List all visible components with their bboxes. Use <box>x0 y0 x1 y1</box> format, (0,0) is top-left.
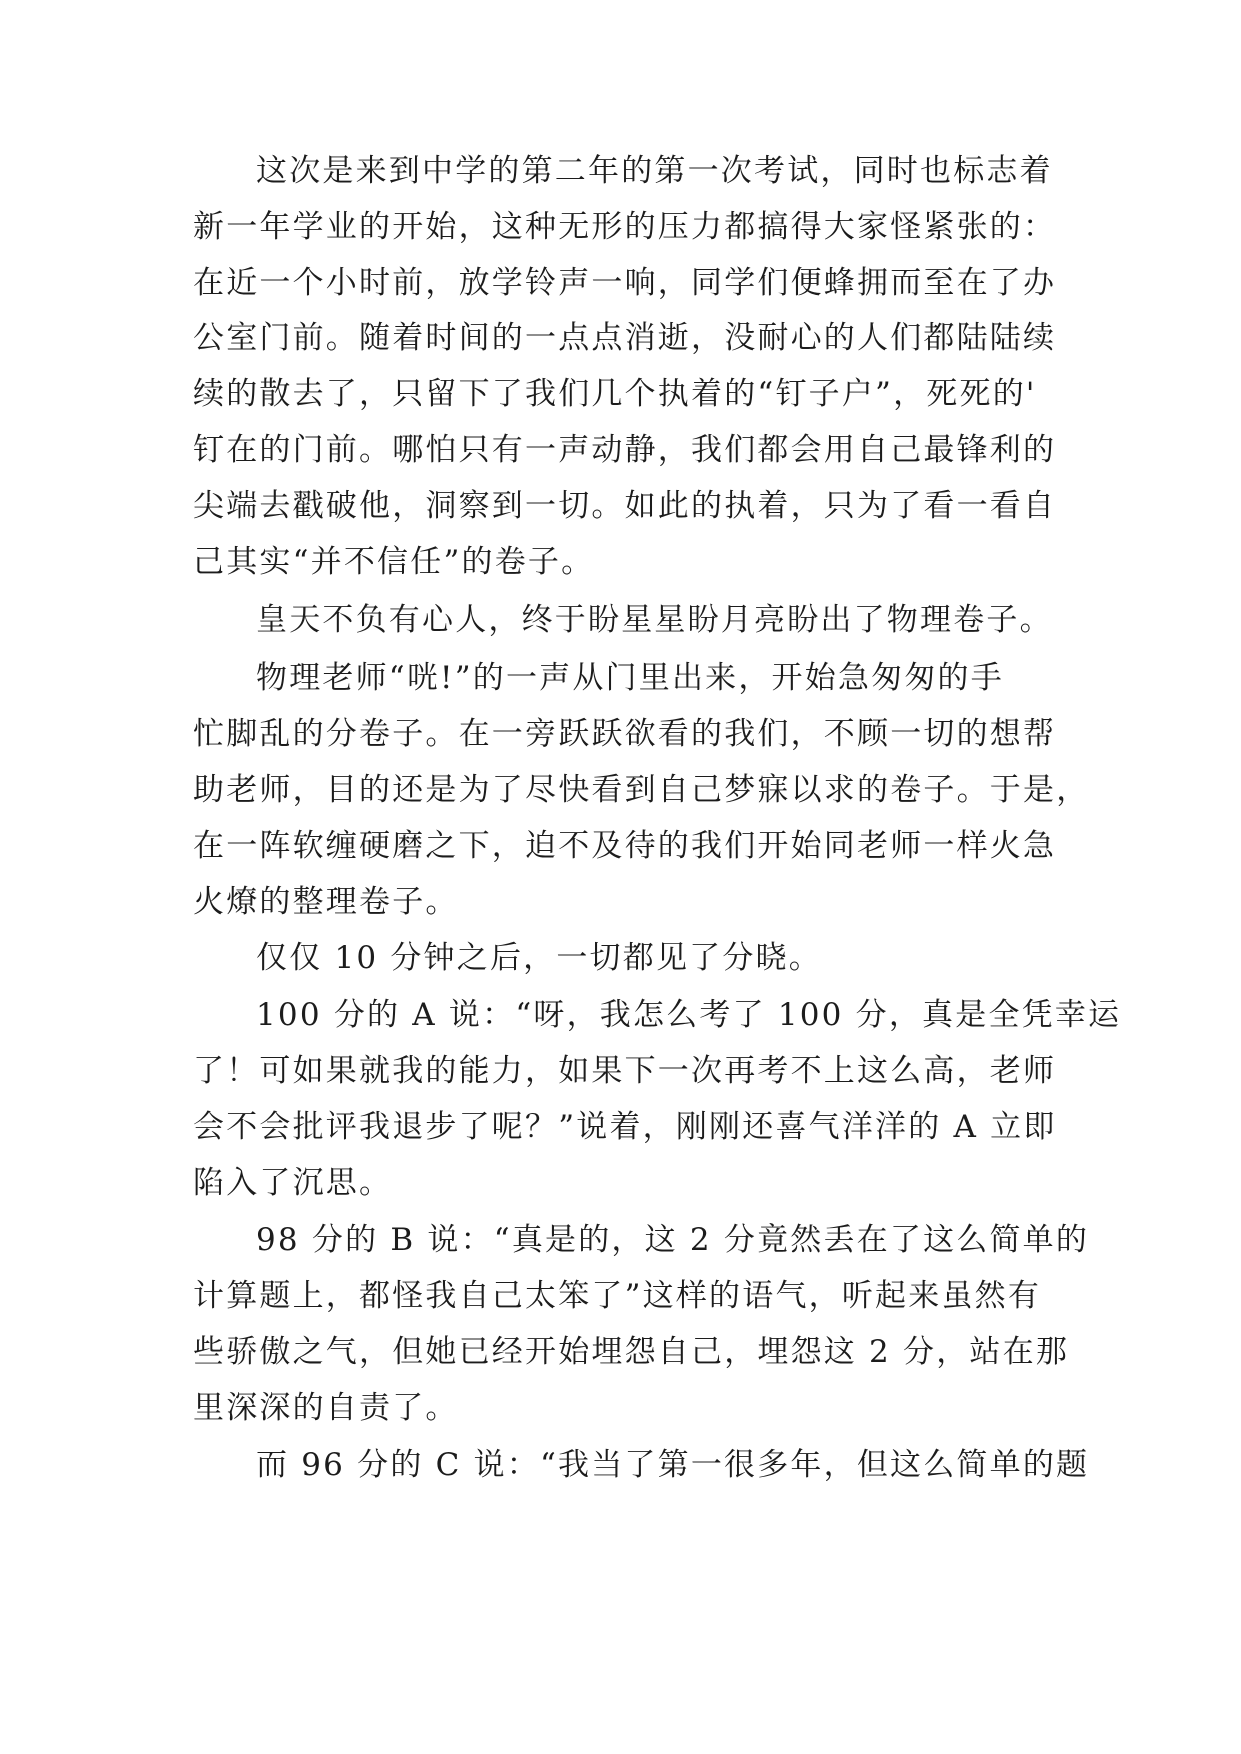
text-line: 物理老师“咣!”的一声从门里出来，开始急匆匆的手 <box>256 660 1004 696</box>
text-line: 了！可如果就我的能力，如果下一次再考不上这么高，老师 <box>193 1053 1057 1089</box>
text-line: 这次是来到中学的第二年的第一次考试，同时也标志着 <box>256 153 1053 189</box>
text-line: 续的散去了，只留下了我们几个执着的“钉子户”，死死的' <box>193 376 1037 412</box>
text-line: 会不会批评我退步了呢？”说着，刚刚还喜气洋洋的 A 立即 <box>193 1109 1057 1145</box>
text-line: 100 分的 A 说：“呀，我怎么考了 100 分，真是全凭幸运 <box>256 997 1122 1033</box>
text-line: 仅仅 10 分钟之后，一切都见了分晓。 <box>256 940 822 976</box>
text-line: 己其实“并不信任”的卷子。 <box>193 544 595 580</box>
text-line: 助老师，目的还是为了尽快看到自己梦寐以求的卷子。于是， <box>193 772 1090 808</box>
text-line: 皇天不负有心人，终于盼星星盼月亮盼出了物理卷子。 <box>256 602 1053 638</box>
text-line: 新一年学业的开始，这种无形的压力都搞得大家怪紧张的： <box>193 209 1057 245</box>
text-line: 火燎的整理卷子。 <box>193 884 459 920</box>
text-line: 而 96 分的 C 说：“我当了第一很多年，但这么简单的题 <box>256 1447 1090 1483</box>
text-line: 在一阵软缠硬磨之下，迫不及待的我们开始同老师一样火急 <box>193 828 1057 864</box>
text-line: 98 分的 B 说：“真是的，这 2 分竟然丢在了这么简单的 <box>256 1222 1090 1258</box>
text-line: 尖端去戳破他，洞察到一切。如此的执着，只为了看一看自 <box>193 488 1057 524</box>
text-line: 忙脚乱的分卷子。在一旁跃跃欲看的我们，不顾一切的想帮 <box>193 716 1057 752</box>
text-line: 在近一个小时前，放学铃声一响，同学们便蜂拥而至在了办 <box>193 265 1057 301</box>
text-line: 陷入了沉思。 <box>193 1165 393 1201</box>
text-line: 里深深的自责了。 <box>193 1390 459 1426</box>
text-line: 公室门前。随着时间的一点点消逝，没耐心的人们都陆陆续 <box>193 320 1057 356</box>
text-line: 计算题上，都怪我自己太笨了”这样的语气，听起来虽然有 <box>193 1278 1042 1314</box>
text-line: 些骄傲之气，但她已经开始埋怨自己，埋怨这 2 分，站在那 <box>193 1334 1070 1370</box>
text-line: 钉在的门前。哪怕只有一声动静，我们都会用自己最锋利的 <box>193 432 1057 468</box>
